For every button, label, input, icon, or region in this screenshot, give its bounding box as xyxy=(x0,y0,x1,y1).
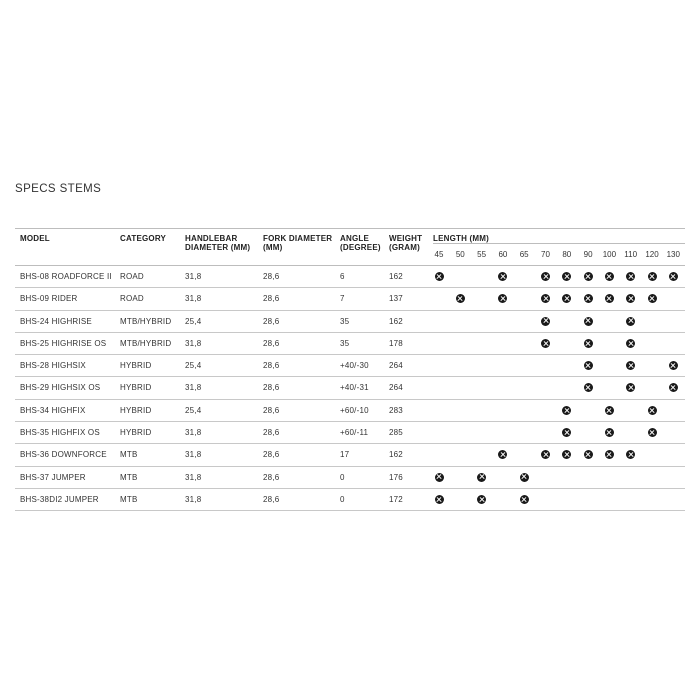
category-cell: ROAD xyxy=(120,294,144,304)
weight-cell: 162 xyxy=(389,450,403,460)
table-row xyxy=(15,355,685,377)
available-100-icon xyxy=(605,294,614,303)
available-110-icon xyxy=(626,383,635,392)
available-130-icon xyxy=(669,272,678,281)
table-row xyxy=(15,489,685,511)
angle-cell: +40/-30 xyxy=(340,361,369,371)
handlebar-cell: 31,8 xyxy=(185,383,202,393)
category-cell: MTB/HYBRID xyxy=(120,338,172,348)
available-120-icon xyxy=(648,406,657,415)
handlebar-cell: 25,4 xyxy=(185,361,202,371)
available-55-icon xyxy=(477,495,486,504)
category-cell: MTB xyxy=(120,450,138,460)
fork-cell: 28,6 xyxy=(263,405,280,415)
model-cell: BHS-38DI2 JUMPER xyxy=(20,494,99,504)
model-cell: BHS-36 DOWNFORCE xyxy=(20,450,107,460)
model-cell: BHS-35 HIGHFIX OS xyxy=(20,428,100,438)
available-110-icon xyxy=(626,450,635,459)
model-cell: BHS-29 HIGHSIX OS xyxy=(20,383,101,393)
angle-cell: 35 xyxy=(340,316,350,326)
table-row xyxy=(15,400,685,422)
angle-cell: 7 xyxy=(340,294,345,304)
weight-cell: 285 xyxy=(389,428,403,438)
available-90-icon xyxy=(584,339,593,348)
available-100-icon xyxy=(605,406,614,415)
table-row xyxy=(15,377,685,399)
available-90-icon xyxy=(584,383,593,392)
table-row xyxy=(15,266,685,288)
available-70-icon xyxy=(541,317,550,326)
table-row xyxy=(15,444,685,466)
handlebar-cell: 31,8 xyxy=(185,272,202,281)
category-cell: HYBRID xyxy=(120,361,152,371)
available-120-icon xyxy=(648,294,657,303)
length-col-110: 110 xyxy=(624,250,638,259)
header-weight: WEIGHT (GRAM) xyxy=(389,234,423,252)
header-angle: ANGLE (DEGREE) xyxy=(340,234,381,252)
angle-cell: +60/-10 xyxy=(340,405,369,415)
length-col-130: 130 xyxy=(666,250,680,259)
handlebar-cell: 31,8 xyxy=(185,472,202,482)
table-row xyxy=(15,288,685,310)
angle-cell: +60/-11 xyxy=(340,428,369,438)
fork-cell: 28,6 xyxy=(263,338,280,348)
weight-cell: 137 xyxy=(389,294,403,304)
available-130-icon xyxy=(669,383,678,392)
angle-cell: 0 xyxy=(340,472,345,482)
available-110-icon xyxy=(626,294,635,303)
fork-cell: 28,6 xyxy=(263,450,280,460)
model-cell: BHS-34 HIGHFIX xyxy=(20,405,86,415)
length-col-100: 100 xyxy=(602,250,617,259)
weight-cell: 178 xyxy=(389,338,403,348)
available-45-icon xyxy=(435,473,444,482)
weight-cell: 264 xyxy=(389,361,403,371)
weight-cell: 162 xyxy=(389,272,403,281)
available-100-icon xyxy=(605,450,614,459)
weight-cell: 176 xyxy=(389,472,403,482)
angle-cell: 35 xyxy=(340,338,350,348)
header-fork: FORK DIAMETER (MM) xyxy=(263,234,333,252)
available-110-icon xyxy=(626,361,635,370)
available-60-icon xyxy=(498,294,507,303)
category-cell: HYBRID xyxy=(120,383,152,393)
header-handlebar: HANDLEBAR DIAMETER (MM) xyxy=(185,234,251,252)
length-col-60: 60 xyxy=(498,250,508,259)
available-80-icon xyxy=(562,406,571,415)
available-45-icon xyxy=(435,495,444,504)
available-70-icon xyxy=(541,450,550,459)
model-cell: BHS-09 RIDER xyxy=(20,294,78,304)
length-col-120: 120 xyxy=(645,250,659,259)
length-col-70: 70 xyxy=(541,250,550,259)
table-body xyxy=(15,266,685,511)
available-110-icon xyxy=(626,272,635,281)
angle-cell: 6 xyxy=(340,272,345,281)
fork-cell: 28,6 xyxy=(263,428,280,438)
available-110-icon xyxy=(626,317,635,326)
specs-table xyxy=(15,228,685,511)
model-cell: BHS-08 ROADFORCE II xyxy=(20,272,112,281)
available-45-icon xyxy=(435,272,444,281)
weight-cell: 172 xyxy=(389,494,403,504)
length-col-55: 55 xyxy=(477,250,487,259)
available-70-icon xyxy=(541,294,550,303)
fork-cell: 28,6 xyxy=(263,272,280,281)
available-90-icon xyxy=(584,272,593,281)
table-row xyxy=(15,467,685,489)
table-row xyxy=(15,422,685,444)
available-60-icon xyxy=(498,450,507,459)
length-col-65: 65 xyxy=(519,250,529,259)
category-cell: ROAD xyxy=(120,272,144,281)
weight-cell: 283 xyxy=(389,405,403,415)
available-80-icon xyxy=(562,294,571,303)
fork-cell: 28,6 xyxy=(263,494,280,504)
header-model: MODEL xyxy=(20,234,50,243)
available-65-icon xyxy=(520,495,529,504)
available-110-icon xyxy=(626,339,635,348)
available-55-icon xyxy=(477,473,486,482)
handlebar-cell: 31,8 xyxy=(185,338,202,348)
model-cell: BHS-37 JUMPER xyxy=(20,472,86,482)
angle-cell: 17 xyxy=(340,450,350,460)
available-80-icon xyxy=(562,450,571,459)
header-length: LENGTH (MM) xyxy=(433,234,489,243)
handlebar-cell: 25,4 xyxy=(185,405,202,415)
length-col-50: 50 xyxy=(455,250,465,259)
available-90-icon xyxy=(584,317,593,326)
table-row xyxy=(15,311,685,333)
available-120-icon xyxy=(648,428,657,437)
category-cell: MTB xyxy=(120,494,138,504)
available-120-icon xyxy=(648,272,657,281)
fork-cell: 28,6 xyxy=(263,383,280,393)
page-title: SPECS STEMS xyxy=(15,183,102,195)
available-80-icon xyxy=(562,272,571,281)
category-cell: HYBRID xyxy=(120,405,152,415)
handlebar-cell: 31,8 xyxy=(185,494,202,504)
available-90-icon xyxy=(584,294,593,303)
table-header xyxy=(15,229,685,266)
available-100-icon xyxy=(605,272,614,281)
available-130-icon xyxy=(669,361,678,370)
weight-cell: 264 xyxy=(389,383,403,393)
available-100-icon xyxy=(605,428,614,437)
available-60-icon xyxy=(498,272,507,281)
fork-cell: 28,6 xyxy=(263,472,280,482)
length-columns xyxy=(433,243,685,266)
angle-cell: +40/-31 xyxy=(340,383,369,393)
handlebar-cell: 31,8 xyxy=(185,294,202,304)
handlebar-cell: 31,8 xyxy=(185,450,202,460)
length-col-80: 80 xyxy=(562,250,572,259)
length-col-90: 90 xyxy=(583,250,593,259)
available-70-icon xyxy=(541,272,550,281)
handlebar-cell: 25,4 xyxy=(185,316,202,326)
header-category: CATEGORY xyxy=(120,234,167,243)
available-65-icon xyxy=(520,473,529,482)
available-50-icon xyxy=(456,294,465,303)
angle-cell: 0 xyxy=(340,494,345,504)
table-row xyxy=(15,333,685,355)
weight-cell: 162 xyxy=(389,316,403,326)
model-cell: BHS-24 HIGHRISE xyxy=(20,316,92,326)
category-cell: MTB xyxy=(120,472,138,482)
handlebar-cell: 31,8 xyxy=(185,428,202,438)
length-col-45: 45 xyxy=(434,250,444,259)
fork-cell: 28,6 xyxy=(263,361,280,371)
available-80-icon xyxy=(562,428,571,437)
category-cell: MTB/HYBRID xyxy=(120,316,172,326)
available-90-icon xyxy=(584,450,593,459)
model-cell: BHS-28 HIGHSIX xyxy=(20,361,86,371)
available-90-icon xyxy=(584,361,593,370)
available-70-icon xyxy=(541,339,550,348)
model-cell: BHS-25 HIGHRISE OS xyxy=(20,338,107,348)
fork-cell: 28,6 xyxy=(263,316,280,326)
fork-cell: 28,6 xyxy=(263,294,280,304)
category-cell: HYBRID xyxy=(120,428,152,438)
